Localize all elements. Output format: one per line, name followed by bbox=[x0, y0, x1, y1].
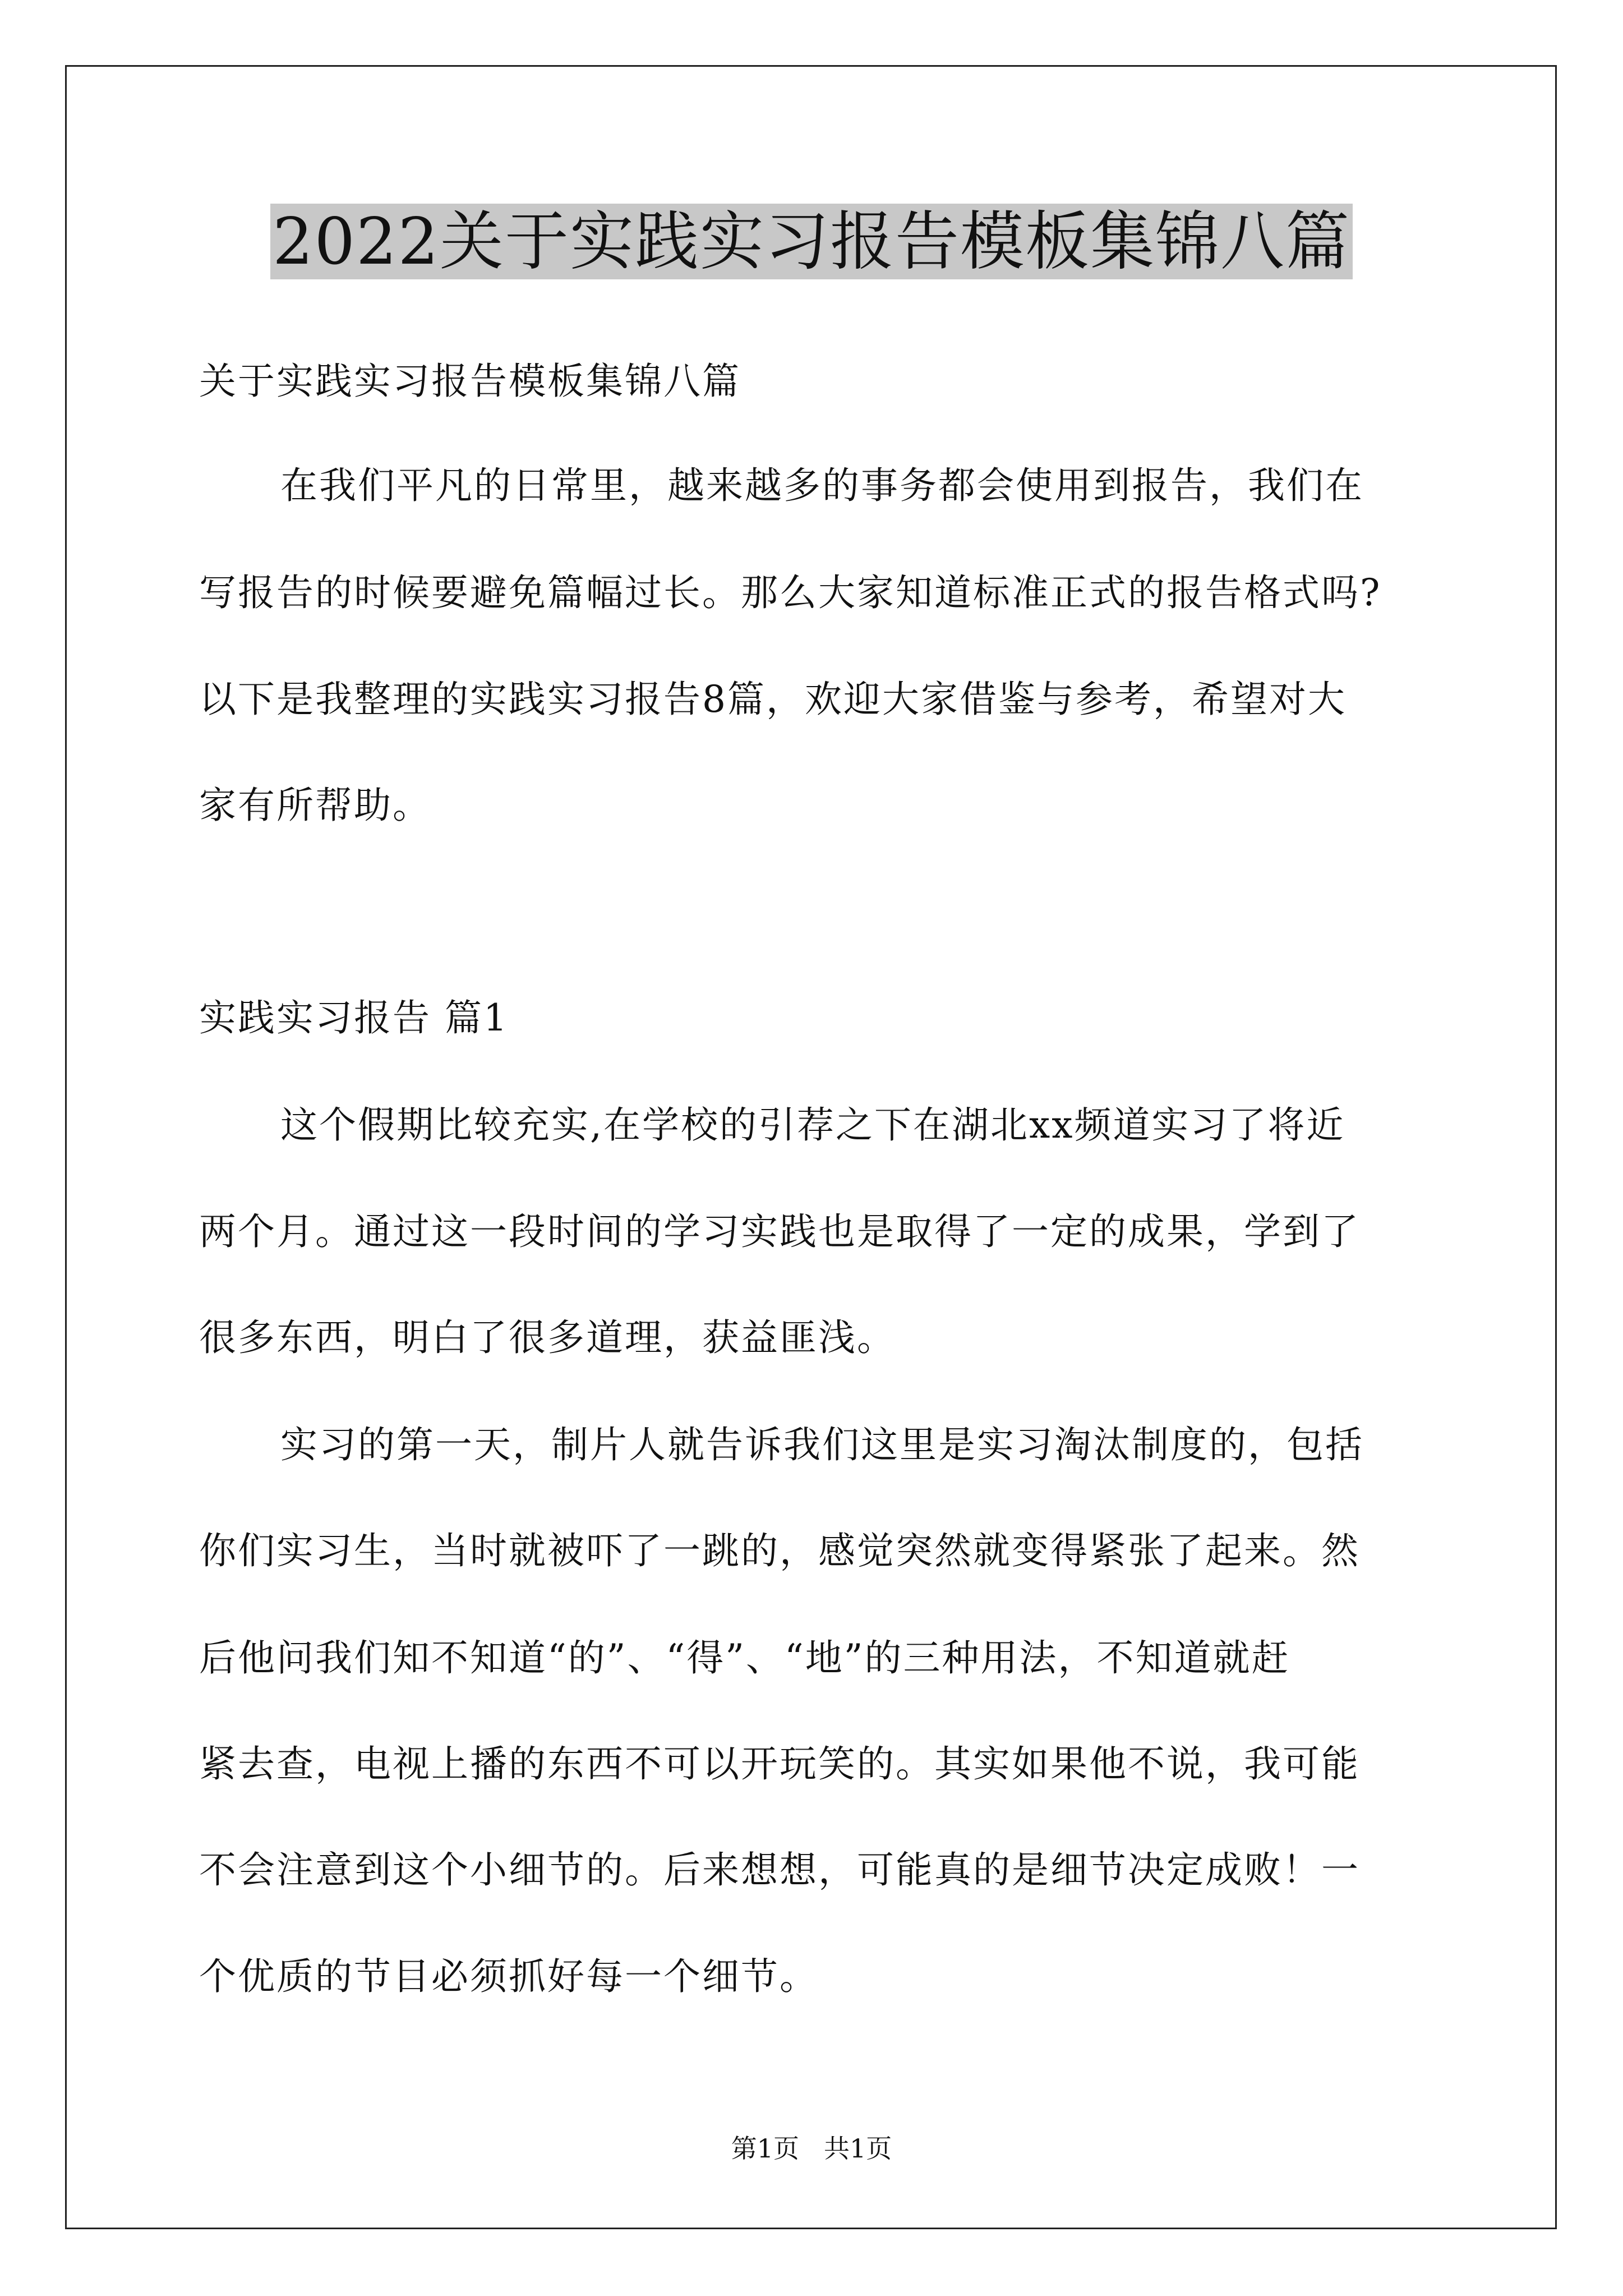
paragraph-line: 紧去查，电视上播的东西不可以开玩笑的。其实如果他不说，我可能 bbox=[199, 1742, 1360, 1786]
paragraph-line: 不会注意到这个小细节的。后来想想，可能真的是细节决定成败！一 bbox=[199, 1848, 1360, 1892]
intro-line: 写报告的时候要避免篇幅过长。那么大家知道标准正式的报告格式吗? bbox=[199, 571, 1382, 614]
paragraph-line: 个优质的节目必须抓好每一个细节。 bbox=[199, 1955, 818, 1998]
page-number: 第1页 bbox=[731, 2133, 799, 2164]
document-title: 2022关于实践实习报告模板集锦八篇 bbox=[270, 204, 1353, 279]
intro-line: 在我们平凡的日常里，越来越多的事务都会使用到报告，我们在 bbox=[280, 464, 1364, 507]
paragraph-line: 这个假期比较充实,在学校的引荐之下在湖北xx频道实习了将近 bbox=[280, 1103, 1345, 1147]
title-container bbox=[0, 204, 1623, 279]
paragraph-line: 实习的第一天，制片人就告诉我们这里是实习淘汰制度的，包括 bbox=[280, 1423, 1364, 1466]
document-subtitle: 关于实践实习报告模板集锦八篇 bbox=[199, 360, 741, 403]
paragraph-line: 你们实习生，当时就被吓了一跳的，感觉突然就变得紧张了起来。然 bbox=[199, 1529, 1360, 1572]
intro-line: 以下是我整理的实践实习报告8篇，欢迎大家借鉴与参考，希望对大 bbox=[199, 678, 1347, 721]
paragraph-line: 两个月。通过这一段时间的学习实践也是取得了一定的成果，学到了 bbox=[199, 1210, 1360, 1253]
page-total: 共1页 bbox=[824, 2133, 892, 2164]
section-heading: 实践实习报告 篇1 bbox=[199, 996, 509, 1039]
paragraph-line: 后他问我们知不知道“的”、“得”、“地”的三种用法，不知道就赶 bbox=[199, 1636, 1290, 1680]
page-footer bbox=[0, 2133, 1623, 2164]
intro-line: 家有所帮助。 bbox=[199, 784, 431, 827]
paragraph-line: 很多东西，明白了很多道理，获益匪浅。 bbox=[199, 1316, 896, 1359]
